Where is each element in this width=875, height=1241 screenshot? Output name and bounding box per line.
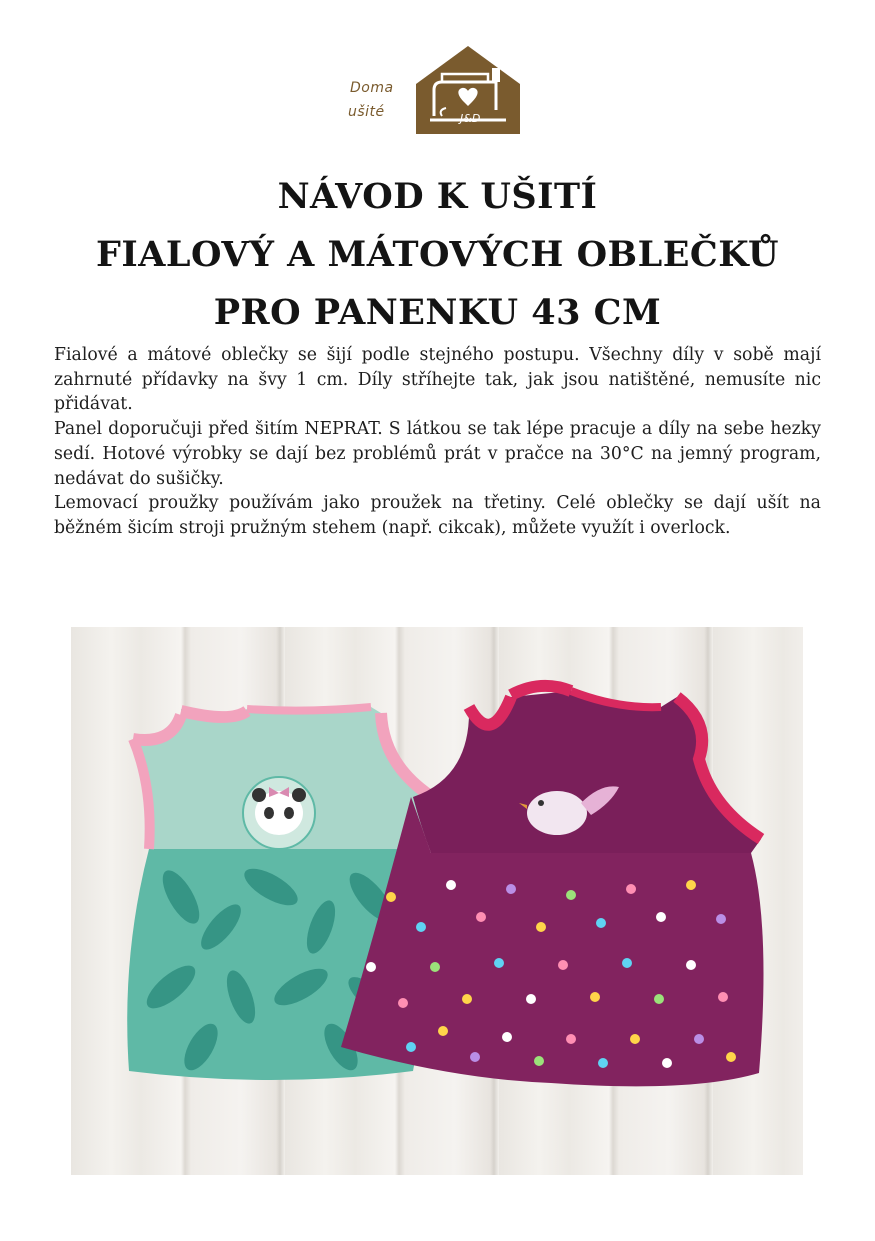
logo-line-1: Doma xyxy=(350,80,394,96)
logo-line-2: ušité xyxy=(348,104,385,120)
paragraph-2: Panel doporučuji před šitím NEPRAT. S látkou se tak lépe pracuje a díly na sebe hezky sedí. Hotové výrobky se dají bez problémů prát v pračce na 30°C na jemný program, nedávat do sušičky. xyxy=(54,419,821,489)
paragraph-3: Lemovací proužky používám jako proužek na třetiny. Celé oblečky se dají ušít na běžném šicím stroji pružným stehem (např. cikcak), můžete využít i overlock. xyxy=(54,493,821,538)
instructions-text xyxy=(54,343,821,541)
purple-dress xyxy=(341,686,764,1086)
title-line-1: NÁVOD K UŠITÍ xyxy=(277,176,598,217)
paragraph-1: Fialové a mátové oblečky se šijí podle stejného postupu. Všechny díly v sobě mají zahrnuté přídavky na švy 1 cm. Díly stříhejte tak, jak jsou natištěné, nemusíte nic přidávat. xyxy=(54,345,821,415)
brand-logo xyxy=(348,44,528,136)
logo-monogram: J&D xyxy=(460,112,481,125)
page-title xyxy=(0,168,875,342)
dresses-photo xyxy=(71,627,803,1175)
doll-dresses-illustration xyxy=(71,627,803,1175)
title-line-2: FIALOVÝ A MÁTOVÝCH OBLEČKŮ xyxy=(96,234,779,275)
title-line-3: PRO PANENKU 43 CM xyxy=(213,292,662,333)
logo-text xyxy=(348,76,410,124)
